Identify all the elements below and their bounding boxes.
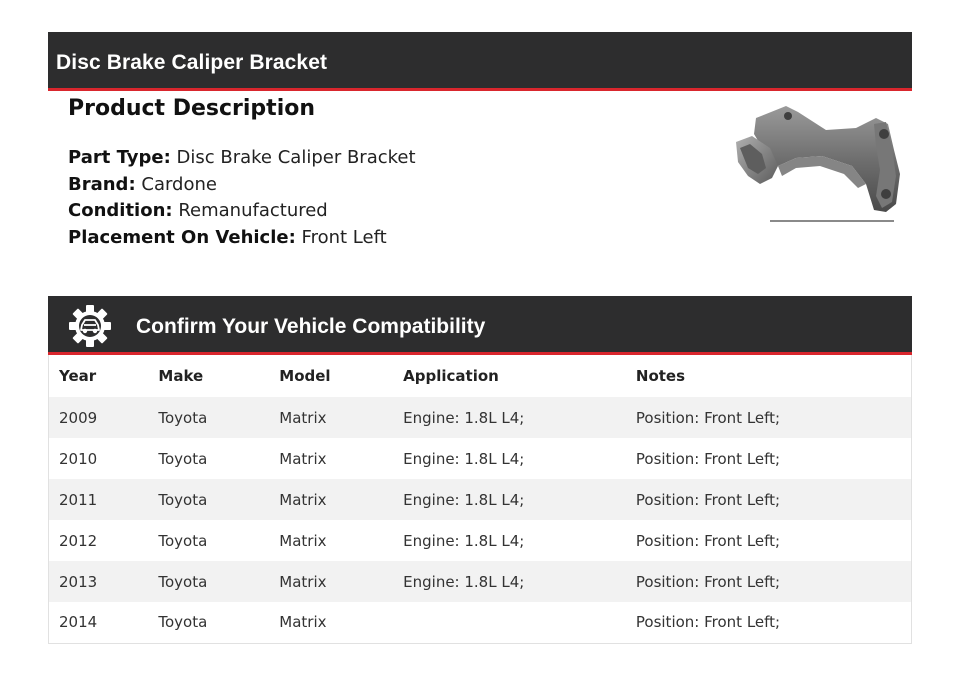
table-header-row	[49, 355, 912, 397]
cell-notes: Position: Front Left;	[635, 449, 781, 468]
cell-model: Matrix	[279, 613, 327, 632]
table-row	[49, 397, 912, 438]
cell-make: Toyota	[158, 613, 208, 632]
cell-application	[393, 602, 626, 643]
gear-car-icon	[68, 304, 112, 348]
cell-notes: Position: Front Left;	[635, 408, 781, 427]
cell-year: 2012	[59, 531, 98, 550]
cell-make: Toyota	[158, 572, 208, 591]
cell-make: Toyota	[158, 490, 208, 509]
spec-value: Remanufactured	[178, 200, 328, 221]
spec-value: Cardone	[141, 173, 217, 195]
cell-year: 2014	[59, 613, 98, 632]
spec-label: Part Type:	[68, 147, 171, 168]
column-header-model: Model	[279, 367, 331, 385]
product-image	[726, 100, 910, 228]
cell-year: 2013	[59, 572, 98, 591]
compatibility-table	[48, 355, 912, 644]
cell-notes: Position: Front Left;	[635, 490, 781, 509]
table-row	[49, 561, 912, 602]
spec-value: Disc Brake Caliper Bracket	[176, 147, 416, 168]
table-row	[49, 438, 912, 479]
table-row	[49, 479, 912, 520]
cell-notes: Position: Front Left;	[635, 613, 781, 632]
spec-part-type	[68, 145, 688, 172]
spec-condition	[68, 198, 688, 225]
cell-application: Engine: 1.8L L4;	[403, 490, 525, 509]
cell-year: 2010	[59, 449, 98, 468]
cell-application: Engine: 1.8L L4;	[403, 572, 525, 591]
column-header-make: Make	[158, 367, 204, 385]
table-row	[49, 520, 912, 561]
cell-notes: Position: Front Left;	[635, 531, 781, 550]
column-header-year: Year	[59, 367, 97, 385]
cell-model: Matrix	[279, 531, 327, 550]
cell-make: Toyota	[158, 531, 208, 550]
page-title: Disc Brake Caliper Bracket	[56, 51, 328, 74]
spec-label: Placement On Vehicle:	[68, 226, 296, 248]
spec-brand	[68, 172, 688, 199]
cell-make: Toyota	[158, 449, 208, 468]
cell-model: Matrix	[279, 408, 327, 427]
spec-value: Front Left	[301, 226, 387, 248]
cell-year: 2011	[59, 490, 98, 509]
cell-application: Engine: 1.8L L4;	[403, 531, 525, 550]
caliper-bracket-image	[726, 100, 910, 228]
description-heading: Product Description	[68, 96, 316, 121]
title-banner	[48, 32, 912, 91]
compatibility-banner	[48, 296, 912, 355]
cell-model: Matrix	[279, 572, 327, 591]
cell-year: 2009	[59, 408, 98, 427]
spec-placement	[68, 225, 688, 252]
column-header-application: Application	[403, 367, 499, 385]
spec-label: Brand:	[68, 173, 136, 195]
compatibility-title: Confirm Your Vehicle Compatibility	[136, 315, 486, 338]
spec-label: Condition:	[68, 200, 173, 221]
cell-application: Engine: 1.8L L4;	[403, 408, 525, 427]
cell-application: Engine: 1.8L L4;	[403, 449, 525, 468]
product-description	[68, 96, 688, 251]
table-row	[49, 602, 912, 643]
cell-notes: Position: Front Left;	[635, 572, 781, 591]
cell-model: Matrix	[279, 449, 327, 468]
cell-model: Matrix	[279, 490, 327, 509]
cell-make: Toyota	[158, 408, 208, 427]
column-header-notes: Notes	[635, 367, 686, 385]
